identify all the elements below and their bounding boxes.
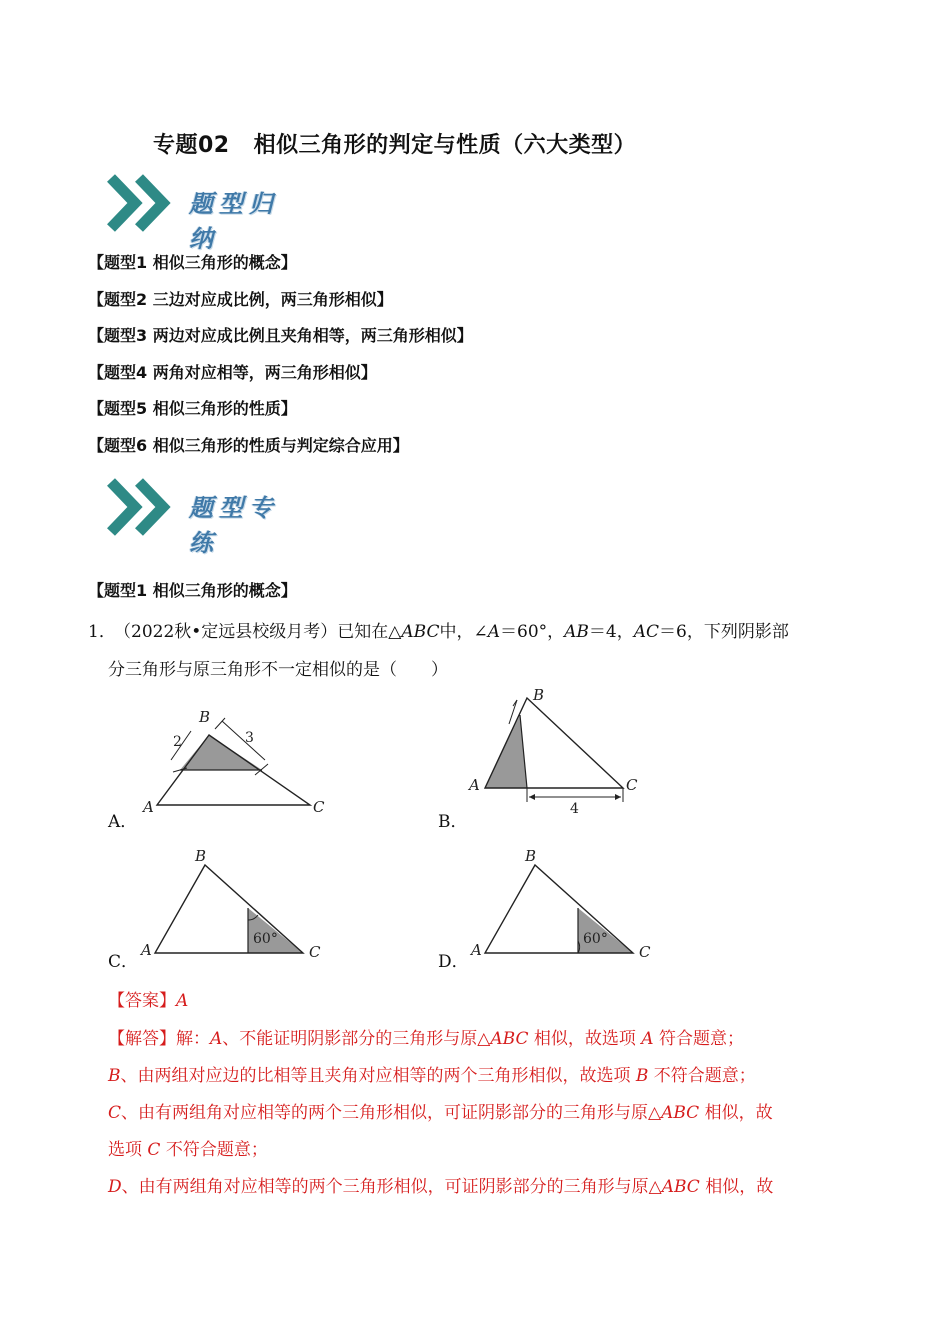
figure-b [465,680,655,820]
analysis-var: C [108,1103,122,1123]
answer-tag: 【答案】 [108,991,176,1011]
vertex-a: A [141,941,152,959]
option-a-label: A． [108,812,138,832]
banner-summary-text: 题型归纳 [189,190,279,253]
question-var: A [487,622,500,642]
type-list-item: 【题型2 三边对应成比例，两三角形相似】 [88,289,393,309]
question-number: 1． [88,622,116,642]
vertex-b: B [199,708,211,726]
analysis-tag: 【解答】 [108,1029,176,1049]
analysis-text: 、由两组对应边的比相等且夹角对应相等的两个三角形相似，故选项 [120,1066,636,1086]
analysis-text: 相似，故选项 [528,1029,642,1049]
section-heading: 【题型1 相似三角形的概念】 [88,581,297,600]
analysis-line-4 [108,1135,268,1160]
analysis-var: A [210,1029,223,1049]
analysis-text: 相似，故 [699,1103,773,1123]
question-text: 中，∠ [439,622,488,642]
type-list-item: 【题型4 两角对应相等，两三角形相似】 [88,362,377,382]
type-list [88,250,473,469]
vertex-b: B [525,847,537,865]
angle-label: 60° [583,931,608,947]
vertex-c: C [313,798,325,816]
double-chevron-icon [105,476,185,538]
analysis-var: D [108,1177,122,1197]
title-code: 专题02 [153,133,230,158]
double-chevron-icon [105,172,185,234]
analysis-var: B [108,1066,121,1086]
analysis-text: 不符合题意； [648,1066,756,1086]
vertex-c: C [626,776,638,794]
banner-summary [105,172,305,253]
dimension-3: 3 [245,730,254,746]
question-text: ＝60°， [500,622,565,642]
question-text: ＝6，下列阴影部 [659,622,789,642]
question-var: ABC [401,622,440,642]
analysis-var: ABC [490,1029,529,1049]
figure-a [135,700,345,825]
analysis-text: 、由有两组角对应相等的两个三角形相似，可证阴影部分的三角形与原△ [121,1103,662,1123]
vertex-b: B [195,847,207,865]
vertex-b: B [533,686,545,704]
analysis-var: B [635,1066,649,1086]
page-title [153,128,636,159]
dimension-4: 4 [570,801,579,817]
analysis-line-3 [108,1098,773,1123]
analysis-var: ABC [661,1177,700,1197]
question-line-1 [114,617,789,642]
type-list-item: 【题型1 相似三角形的概念】 [88,253,297,272]
answer-value: A [176,991,189,1011]
figure-c [135,845,345,970]
type-list-item: 【题型5 相似三角形的性质】 [88,399,297,418]
analysis-text: 相似，故 [699,1177,774,1197]
vertex-c: C [639,943,651,961]
vertex-a: A [469,776,480,794]
analysis-text: 解： [176,1029,210,1049]
analysis-text: 选项 [108,1140,148,1160]
banner-practice [105,476,305,557]
vertex-a: A [143,798,154,816]
dimension-2: 2 [173,734,182,750]
option-c-label: C． [108,952,139,972]
question-var: AC [633,622,660,642]
question-var: AB [564,622,589,642]
analysis-text: 、不能证明阴影部分的三角形与原△ [222,1029,491,1049]
answer-line [108,986,188,1011]
figure-d [465,845,675,970]
vertex-a: A [471,941,482,959]
question-line-2: 分三角形与原三角形不一定相似的是（ ） [108,660,448,680]
analysis-line-2 [108,1061,756,1086]
analysis-line-1 [108,1024,744,1049]
question-text: ＝4， [588,622,634,642]
analysis-var: C [147,1140,161,1160]
analysis-text: 不符合题意； [160,1140,268,1160]
question-text: 已知在△ [337,622,402,642]
angle-label: 60° [253,931,278,947]
type-list-item: 【题型3 两边对应成比例且夹角相等，两三角形相似】 [88,326,473,345]
banner-practice-text: 题型专练 [189,494,279,557]
question-source: （2022秋•定远县校级月考） [114,622,338,642]
analysis-text: 、由有两组角对应相等的两个三角形相似，可证阴影部分的三角形与原△ [121,1177,662,1197]
analysis-var: A [641,1029,654,1049]
analysis-line-5 [108,1172,773,1197]
type-list-item: 【题型6 相似三角形的性质与判定综合应用】 [88,435,409,455]
option-d-label: D． [438,952,469,972]
vertex-c: C [309,943,321,961]
title-name: 相似三角形的判定与性质（六大类型） [253,133,637,158]
option-b-label: B． [438,812,468,832]
analysis-text: 符合题意； [653,1029,744,1049]
analysis-var: ABC [661,1103,700,1123]
